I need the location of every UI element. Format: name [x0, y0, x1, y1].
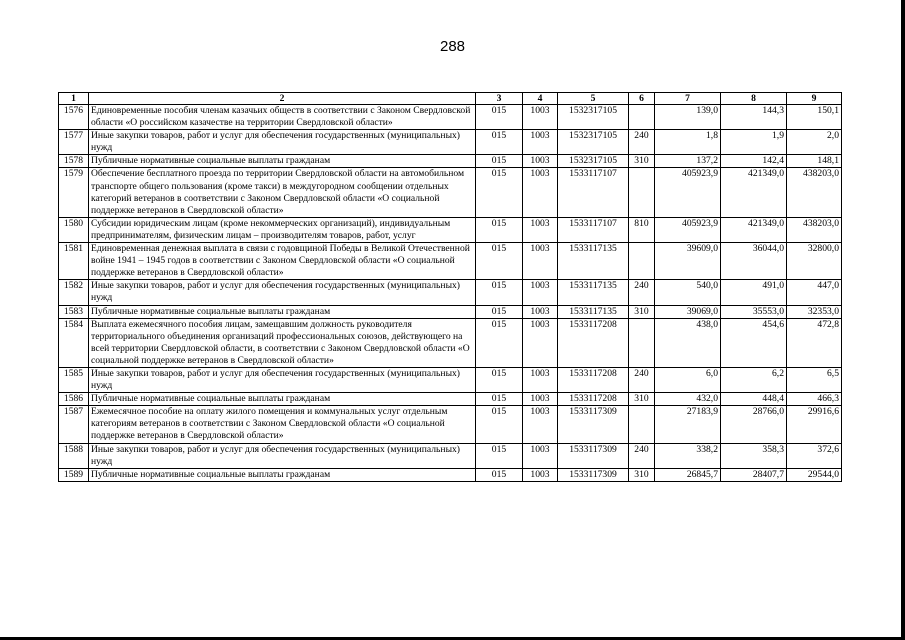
value-col9: 2,0	[787, 130, 842, 155]
target-code: 1532317105	[558, 130, 629, 155]
value-col9: 447,0	[787, 280, 842, 305]
header-cell: 2	[89, 93, 476, 105]
dept-code: 015	[476, 443, 523, 468]
value-col9: 472,8	[787, 318, 842, 367]
expense-type-code: 240	[629, 367, 655, 392]
dept-code: 015	[476, 393, 523, 406]
dept-code: 015	[476, 367, 523, 392]
value-col9: 372,6	[787, 443, 842, 468]
value-col7: 438,0	[655, 318, 721, 367]
value-col8: 6,2	[721, 367, 787, 392]
value-col9: 150,1	[787, 105, 842, 130]
table-row	[59, 217, 842, 242]
value-col7: 6,0	[655, 367, 721, 392]
value-col7: 27183,9	[655, 406, 721, 443]
dept-code: 015	[476, 243, 523, 280]
target-code: 1533117135	[558, 243, 629, 280]
budget-table	[58, 92, 842, 482]
table-row	[59, 393, 842, 406]
section-code: 1003	[523, 406, 558, 443]
table-row	[59, 318, 842, 367]
row-number: 1584	[59, 318, 89, 367]
expense-type-code: 240	[629, 130, 655, 155]
target-code: 1533117309	[558, 406, 629, 443]
header-cell: 9	[787, 93, 842, 105]
value-col7: 39069,0	[655, 305, 721, 318]
table-row	[59, 243, 842, 280]
value-col8: 28766,0	[721, 406, 787, 443]
expense-type-code	[629, 243, 655, 280]
expense-type-code: 810	[629, 217, 655, 242]
dept-code: 015	[476, 280, 523, 305]
dept-code: 015	[476, 468, 523, 481]
header-row	[59, 93, 842, 105]
item-name: Публичные нормативные социальные выплаты гражданам	[89, 305, 476, 318]
item-name: Единовременная денежная выплата в связи с годовщиной Победы в Великой Отечественной войне 1941 – 1945 годов в соответствии с Законом Свердловской области «О социальной поддержке ветеранов в Свердловской области»	[89, 243, 476, 280]
target-code: 1533117309	[558, 443, 629, 468]
value-col7: 432,0	[655, 393, 721, 406]
dept-code: 015	[476, 305, 523, 318]
row-number: 1576	[59, 105, 89, 130]
table-row	[59, 443, 842, 468]
row-number: 1589	[59, 468, 89, 481]
item-name: Публичные нормативные социальные выплаты гражданам	[89, 393, 476, 406]
value-col8: 421349,0	[721, 168, 787, 217]
value-col9: 6,5	[787, 367, 842, 392]
row-number: 1583	[59, 305, 89, 318]
header-cell: 6	[629, 93, 655, 105]
value-col9: 29544,0	[787, 468, 842, 481]
section-code: 1003	[523, 217, 558, 242]
row-number: 1586	[59, 393, 89, 406]
section-code: 1003	[523, 280, 558, 305]
value-col9: 148,1	[787, 155, 842, 168]
expense-type-code	[629, 105, 655, 130]
section-code: 1003	[523, 318, 558, 367]
target-code: 1533117107	[558, 217, 629, 242]
item-name: Иные закупки товаров, работ и услуг для обеспечения государственных (муниципальных) нужд	[89, 130, 476, 155]
table-header	[59, 93, 842, 105]
section-code: 1003	[523, 393, 558, 406]
value-col8: 142,4	[721, 155, 787, 168]
value-col8: 36044,0	[721, 243, 787, 280]
item-name: Иные закупки товаров, работ и услуг для обеспечения государственных (муниципальных) нужд	[89, 280, 476, 305]
value-col7: 139,0	[655, 105, 721, 130]
value-col8: 28407,7	[721, 468, 787, 481]
header-cell: 4	[523, 93, 558, 105]
item-name: Обеспечение бесплатного проезда по территории Свердловской области на автомобильном транспорте общего пользования (кроме такси) в междугородном сообщении отдельных категорий ветеранов в соответствии с Законом Свердловской области «О социальной поддержке ветеранов в Свердловской области»	[89, 168, 476, 217]
row-number: 1580	[59, 217, 89, 242]
target-code: 1533117208	[558, 393, 629, 406]
value-col7: 540,0	[655, 280, 721, 305]
expense-type-code	[629, 406, 655, 443]
target-code: 1532317105	[558, 155, 629, 168]
header-cell: 8	[721, 93, 787, 105]
page-number: 288	[439, 38, 466, 55]
row-number: 1582	[59, 280, 89, 305]
expense-type-code	[629, 168, 655, 217]
section-code: 1003	[523, 130, 558, 155]
target-code: 1533117135	[558, 280, 629, 305]
value-col7: 405923,9	[655, 168, 721, 217]
value-col8: 491,0	[721, 280, 787, 305]
value-col9: 29916,6	[787, 406, 842, 443]
target-code: 1532317105	[558, 105, 629, 130]
value-col8: 454,6	[721, 318, 787, 367]
value-col9: 32800,0	[787, 243, 842, 280]
item-name: Иные закупки товаров, работ и услуг для обеспечения государственных (муниципальных) нужд	[89, 367, 476, 392]
expense-type-code: 240	[629, 443, 655, 468]
table-row	[59, 305, 842, 318]
row-number: 1578	[59, 155, 89, 168]
row-number: 1579	[59, 168, 89, 217]
table-row	[59, 130, 842, 155]
header-cell: 7	[655, 93, 721, 105]
target-code: 1533117208	[558, 367, 629, 392]
section-code: 1003	[523, 468, 558, 481]
header-cell: 3	[476, 93, 523, 105]
section-code: 1003	[523, 443, 558, 468]
row-number: 1577	[59, 130, 89, 155]
section-code: 1003	[523, 243, 558, 280]
table-row	[59, 468, 842, 481]
item-name: Публичные нормативные социальные выплаты гражданам	[89, 155, 476, 168]
table-row	[59, 155, 842, 168]
expense-type-code: 310	[629, 305, 655, 318]
item-name: Единовременные пособия членам казачьих обществ в соответствии с Законом Свердловской области «О российском казачестве на территории Свердловской области»	[89, 105, 476, 130]
dept-code: 015	[476, 318, 523, 367]
value-col7: 26845,7	[655, 468, 721, 481]
target-code: 1533117107	[558, 168, 629, 217]
table-row	[59, 168, 842, 217]
value-col8: 358,3	[721, 443, 787, 468]
value-col9: 32353,0	[787, 305, 842, 318]
value-col7: 1,8	[655, 130, 721, 155]
item-name: Ежемесячное пособие на оплату жилого помещения и коммунальных услуг отдельным категориям ветеранов в соответствии с Законом Свердловской области «О социальной поддержке ветеранов в Свердловской области»	[89, 406, 476, 443]
header-cell: 1	[59, 93, 89, 105]
scan-edge-right	[901, 0, 905, 640]
row-number: 1585	[59, 367, 89, 392]
value-col8: 144,3	[721, 105, 787, 130]
expense-type-code: 240	[629, 280, 655, 305]
section-code: 1003	[523, 105, 558, 130]
target-code: 1533117309	[558, 468, 629, 481]
dept-code: 015	[476, 130, 523, 155]
table-body	[59, 105, 842, 482]
target-code: 1533117135	[558, 305, 629, 318]
header-cell: 5	[558, 93, 629, 105]
table-row	[59, 280, 842, 305]
value-col8: 448,4	[721, 393, 787, 406]
dept-code: 015	[476, 105, 523, 130]
value-col7: 137,2	[655, 155, 721, 168]
table-row	[59, 105, 842, 130]
dept-code: 015	[476, 217, 523, 242]
row-number: 1587	[59, 406, 89, 443]
value-col7: 405923,9	[655, 217, 721, 242]
section-code: 1003	[523, 367, 558, 392]
item-name: Иные закупки товаров, работ и услуг для обеспечения государственных (муниципальных) нужд	[89, 443, 476, 468]
value-col8: 421349,0	[721, 217, 787, 242]
expense-type-code: 310	[629, 468, 655, 481]
target-code: 1533117208	[558, 318, 629, 367]
value-col8: 1,9	[721, 130, 787, 155]
dept-code: 015	[476, 155, 523, 168]
expense-type-code: 310	[629, 393, 655, 406]
row-number: 1588	[59, 443, 89, 468]
expense-type-code: 310	[629, 155, 655, 168]
value-col9: 466,3	[787, 393, 842, 406]
item-name: Субсидии юридическим лицам (кроме некоммерческих организаций), индивидуальным предпринимателям, физическим лицам – производителям товаров, работ, услуг	[89, 217, 476, 242]
value-col8: 35553,0	[721, 305, 787, 318]
value-col9: 438203,0	[787, 217, 842, 242]
table-row	[59, 406, 842, 443]
dept-code: 015	[476, 406, 523, 443]
expense-type-code	[629, 318, 655, 367]
row-number: 1581	[59, 243, 89, 280]
item-name: Публичные нормативные социальные выплаты гражданам	[89, 468, 476, 481]
value-col9: 438203,0	[787, 168, 842, 217]
section-code: 1003	[523, 168, 558, 217]
value-col7: 338,2	[655, 443, 721, 468]
section-code: 1003	[523, 155, 558, 168]
value-col7: 39609,0	[655, 243, 721, 280]
item-name: Выплата ежемесячного пособия лицам, замещавшим должность руководителя территориального объединения организаций профессиональных союзов, действующего на всей территории Свердловской области, в соответствии с Законом Свердловской области «О социальной поддержке ветеранов в Свердловской области»	[89, 318, 476, 367]
dept-code: 015	[476, 168, 523, 217]
section-code: 1003	[523, 305, 558, 318]
table-row	[59, 367, 842, 392]
